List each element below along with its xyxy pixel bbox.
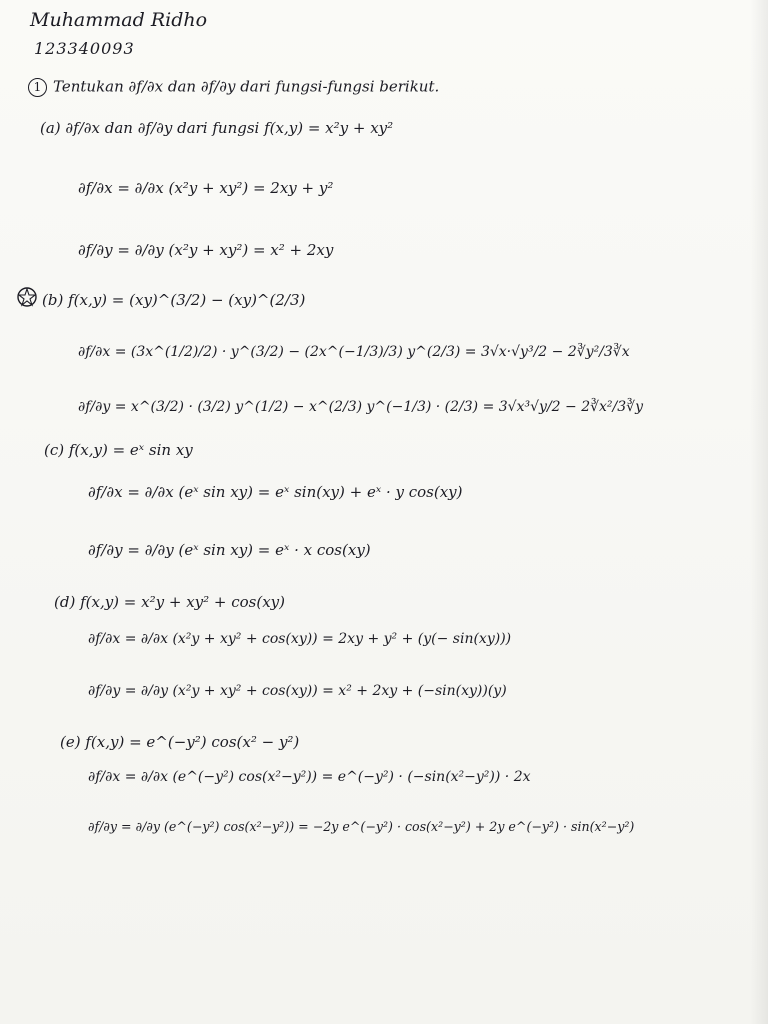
part-b-statement: (b) f(x,y) = (xy)^(3/2) − (xy)^(2/3) <box>42 291 306 309</box>
question-1-prompt <box>28 78 439 97</box>
part-d-statement: (d) f(x,y) = x²y + xy² + cos(xy) <box>54 593 286 611</box>
page-edge-shadow <box>750 0 768 1024</box>
question-number-badge: 1 <box>28 78 47 97</box>
part-a-dfdx: ∂f/∂x = ∂/∂x (x²y + xy²) = 2xy + y² <box>78 179 334 197</box>
part-e-dfdx: ∂f/∂x = ∂/∂x (e^(−y²) cos(x²−y²)) = e^(−y²) · (−sin(x²−y²)) · 2x <box>88 769 531 785</box>
question-text: Tentukan ∂f/∂x dan ∂f/∂y dari fungsi-fungsi berikut. <box>53 77 440 96</box>
star-mark-icon <box>16 286 38 308</box>
part-c-dfdx: ∂f/∂x = ∂/∂x (eˣ sin xy) = eˣ sin(xy) + eˣ · y cos(xy) <box>88 483 463 501</box>
part-e-statement: (e) f(x,y) = e^(−y²) cos(x² − y²) <box>60 733 300 751</box>
part-d-dfdy: ∂f/∂y = ∂/∂y (x²y + xy² + cos(xy)) = x² + 2xy + (−sin(xy))(y) <box>88 683 507 699</box>
part-c-dfdy: ∂f/∂y = ∂/∂y (eˣ sin xy) = eˣ · x cos(xy) <box>88 541 371 559</box>
student-name: Muhammad Ridho <box>30 9 208 31</box>
part-d-dfdx: ∂f/∂x = ∂/∂x (x²y + xy² + cos(xy)) = 2xy + y² + (y(− sin(xy))) <box>88 631 512 647</box>
student-id: 123340093 <box>34 39 135 58</box>
part-c-statement: (c) f(x,y) = eˣ sin xy <box>44 441 193 459</box>
part-b-dfdx: ∂f/∂x = (3x^(1/2)/2) · y^(3/2) − (2x^(−1/3)/3) y^(2/3) = 3√x·√y³/2 − 2∛y²/3∛x <box>78 344 630 360</box>
part-a-statement: (a) ∂f/∂x dan ∂f/∂y dari fungsi f(x,y) = x²y + xy² <box>40 119 394 137</box>
part-a-dfdy: ∂f/∂y = ∂/∂y (x²y + xy²) = x² + 2xy <box>78 241 334 259</box>
part-e-dfdy: ∂f/∂y = ∂/∂y (e^(−y²) cos(x²−y²)) = −2y e^(−y²) · cos(x²−y²) + 2y e^(−y²) · sin(x²−y²) <box>88 819 635 834</box>
part-b-dfdy: ∂f/∂y = x^(3/2) · (3/2) y^(1/2) − x^(2/3) y^(−1/3) · (2/3) = 3√x³√y/2 − 2∛x²/3∛y <box>78 399 643 415</box>
